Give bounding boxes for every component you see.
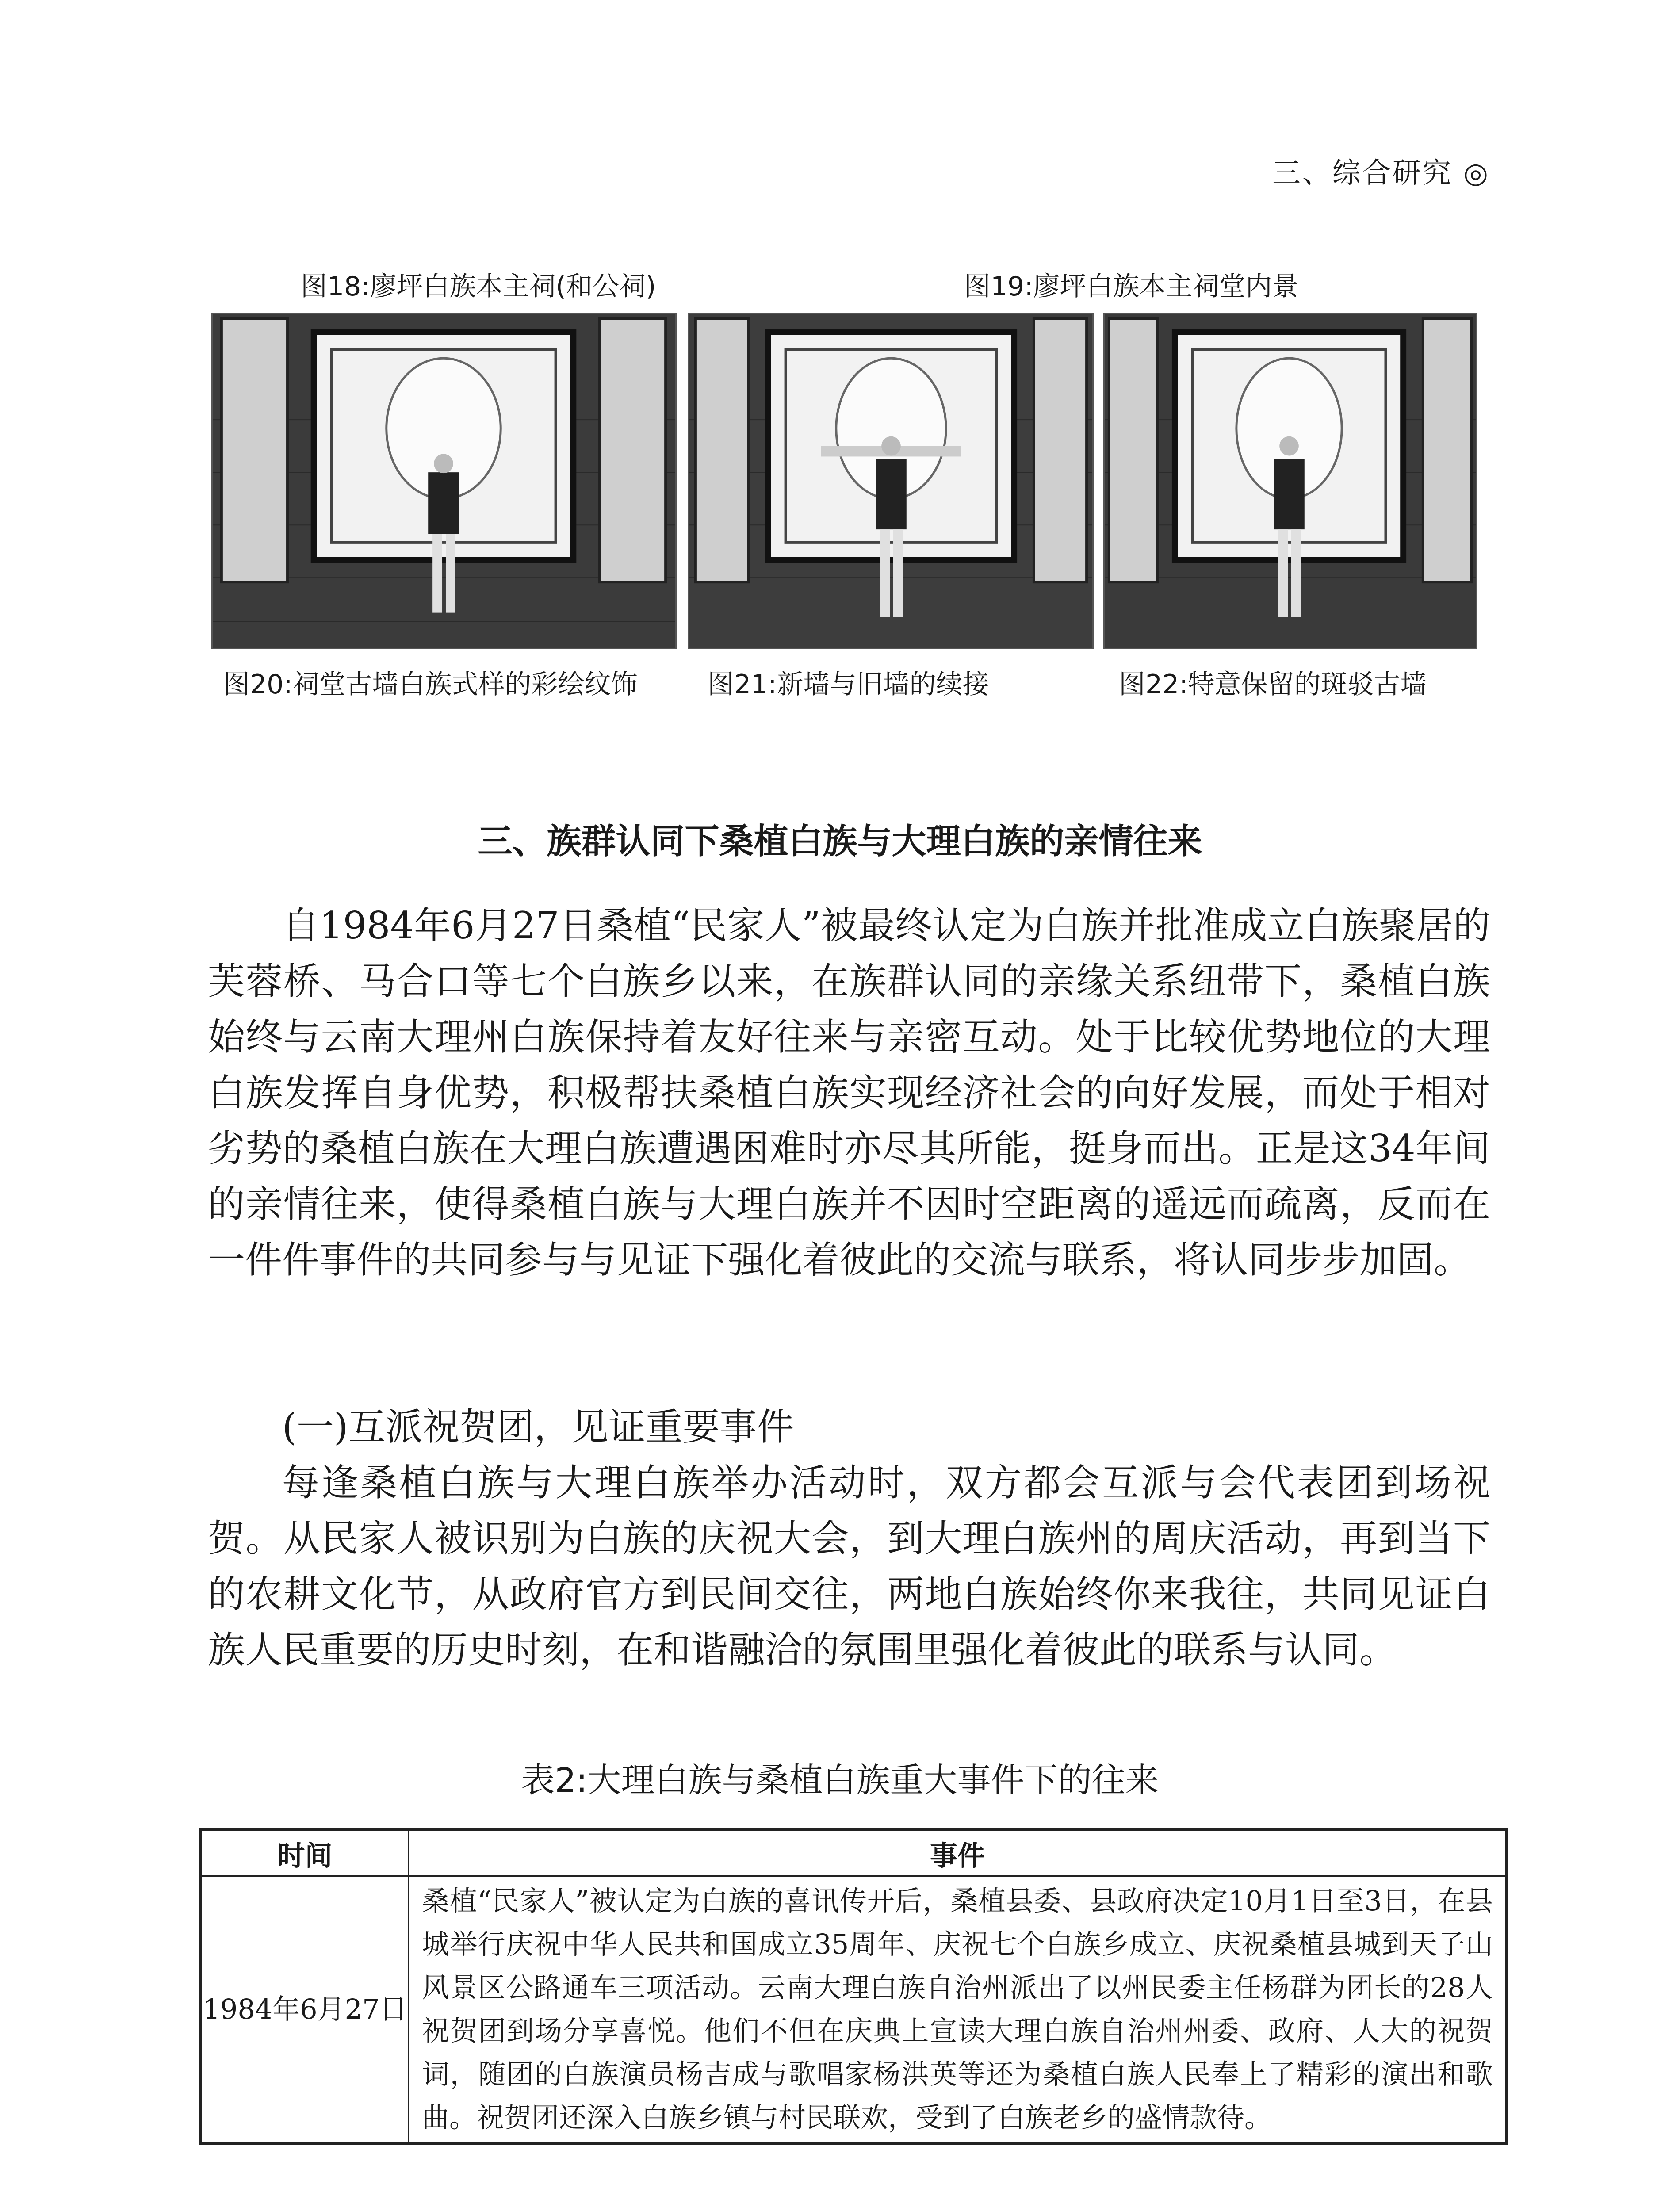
time-cell: 1984年6月27日 <box>200 1876 409 2144</box>
table-header-row <box>200 1830 1507 1876</box>
column-header-event: 事件 <box>409 1830 1507 1876</box>
event-cell: 桑植“民家人”被认定为白族的喜讯传开后，桑植县委、县政府决定10月1日至3日，在县城举行庆祝中华人民共和国成立35周年、庆祝七个白族乡成立、庆祝桑植县城到天子山风景区公路通车三项活动。云南大理白族自治州派出了以州民委主任杨群为团长的28人祝贺团到场分享喜悦。他们不但在庆典上宣读大理白族自治州州委、政府、人大的祝贺词，随团的白族演员杨吉成与歌唱家杨洪英等还为桑植白族人民奉上了精彩的演出和歌曲。祝贺团还深入白族乡镇与村民联欢，受到了白族老乡的盛情款待。 <box>409 1876 1507 2144</box>
section-title: 三、族群认同下桑植白族与大理白族的亲情往来 <box>478 822 1202 861</box>
figure-caption-22: 图22:特意保留的斑驳古墙 <box>1119 669 1427 700</box>
paragraph-1: 自1984年6月27日桑植“民家人”被最终认定为白族并批准成立白族聚居的芙蓉桥、马合口等七个白族乡以来，在族群认同的亲缘关系纽带下，桑植白族始终与云南大理州白族保持着友好往来与亲密互动。处于比较优势地位的大理白族发挥自身优势，积极帮扶桑植白族实现经济社会的向好发展，而处于相对劣势的桑植白族在大理白族遭遇困难时亦尽其所能，挺身而出。正是这34年间的亲情往来，使得桑植白族与大理白族并不因时空距离的遥远而疏离，反而在一件件事件的共同参与与见证下强化着彼此的交流与联系，将认同步步加固。 <box>208 904 1490 1281</box>
figure-caption-18: 图18:廖坪白族本主祠(和公祠) <box>301 271 656 302</box>
figure-caption-19: 图19:廖坪白族本主祠堂内景 <box>964 271 1299 302</box>
subsection-heading: (一)互派祝贺团，见证重要事件 <box>282 1405 794 1449</box>
events-table <box>199 1828 1508 2145</box>
photo-ancestral-wall-2 <box>688 313 1094 649</box>
column-header-time: 时间 <box>200 1830 409 1876</box>
photo-ancestral-wall-3 <box>1103 313 1477 649</box>
running-head: 三、综合研究 ◎ <box>1272 157 1490 190</box>
photo-ancestral-wall-1 <box>211 313 677 649</box>
paragraph-2: 每逢桑植白族与大理白族举办活动时，双方都会互派与会代表团到场祝贺。从民家人被识别为白族的庆祝大会，到大理白族州的周庆活动，再到当下的农耕文化节，从政府官方到民间交往，两地白族始终你来我往，共同见证白族人民重要的历史时刻，在和谐融洽的氛围里强化着彼此的联系与认同。 <box>208 1461 1490 1672</box>
table-title: 表2:大理白族与桑植白族重大事件下的往来 <box>521 1760 1159 1800</box>
table-row <box>200 1876 1507 2144</box>
figure-caption-20: 图20:祠堂古墙白族式样的彩绘纹饰 <box>223 669 638 700</box>
figure-caption-21: 图21:新墙与旧墙的续接 <box>708 669 989 700</box>
